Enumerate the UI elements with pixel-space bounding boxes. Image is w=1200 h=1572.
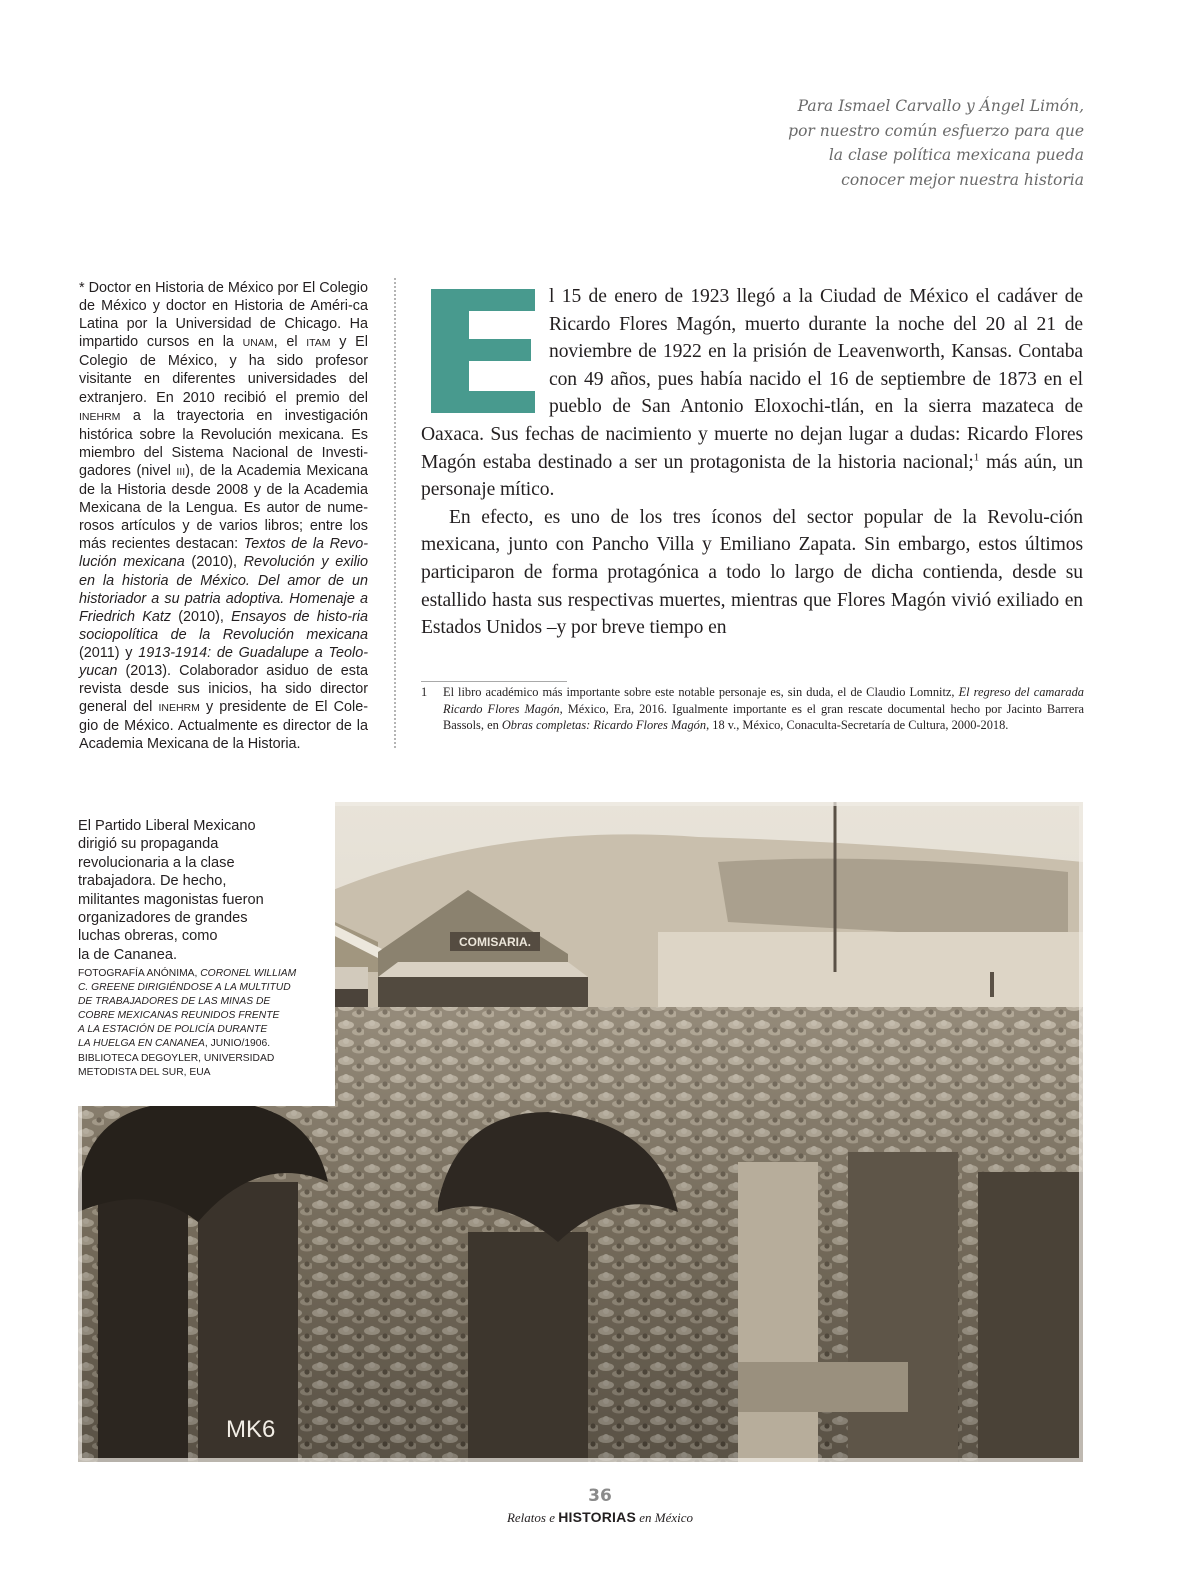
bio-text: , el [273, 334, 307, 351]
photo-vendor-table [738, 1362, 908, 1412]
footnote-segment: , 18 v., México, Conaculta-Secretaría de Cultura, 2000-2018. [706, 718, 1009, 733]
photo-figure [978, 1172, 1083, 1462]
magazine-title [0, 1509, 1200, 1526]
dedication-line: Para Ismael Carvallo y Ángel Limón, [797, 97, 1084, 115]
page-number: 36 [588, 1486, 612, 1506]
credit-line [78, 1037, 335, 1051]
credit-segment: , JUNIO/1906. [204, 1038, 271, 1050]
footnote-segment: , México, Era, 2016. Igualmente importante es el gran rescate documental hecho por Jacinto Barrera Bassols, en [443, 701, 1084, 733]
bio-acronym: ITAM [306, 337, 331, 350]
magazine-title-pre: Relatos e [506, 1510, 559, 1525]
footnote-book-title: Obras completas: Ricardo Flores Magón [501, 718, 707, 733]
bio-text: y El Colegio de México, y ha sido profesor visitante en diferentes universidades del extranjero. En 2010 recibió el premio del [79, 334, 368, 406]
drop-cap [431, 289, 535, 413]
credit-title: COBRE MEXICANAS REUNIDOS FRENTE [78, 1010, 280, 1022]
caption-line: trabajadora. De hecho, [78, 873, 227, 890]
photo-negative-mark: MK6 [226, 1416, 276, 1443]
bio-text: (2010), [171, 608, 232, 625]
footnote-text [443, 684, 1084, 734]
paragraph-text: l 15 de enero de 1923 llegó a la Ciudad de México el cadáver de Ricardo Flores Magón, muerto durante la noche del 20 al 21 de noviembre de 1922 en la prisión de Leavenworth, Kansas. Contaba con 49 años, pues había nacido el 16 de septiembre de 1873 en el pueblo de San Antonio Eloxochi-tlán, en la sierra mazateca de Oaxaca. Sus fechas de nacimiento y muerte no dejan lugar a dudas: Ricardo Flores Magón estaba destinado a ser un protagonista de la historia nacional; [421, 286, 1083, 473]
bio-acronym: INEHRM [79, 410, 121, 423]
magazine-title-bold: HISTORIAS [558, 1509, 636, 1525]
article-paragraph [421, 283, 1083, 504]
credit-title: LA HUELGA EN CANANEA [78, 1038, 205, 1050]
photo-figure [848, 1152, 958, 1462]
bio-text: (2013). Colaborador asiduo de esta revista desde sus inicios, ha sido director general del [79, 662, 368, 716]
book-title: Ensayos de histo-ria sociopolítica de la Revolución mexicana [79, 608, 368, 643]
paragraph-text: más aún, un personaje mítico. [421, 451, 1084, 501]
footnote-rule [421, 681, 567, 682]
dedication-line: por nuestro común esfuerzo para que [788, 121, 1084, 140]
credit-title: DE TRABAJADORES DE LAS MINAS DE [78, 996, 271, 1008]
credit-title: CORONEL WILLIAM [200, 968, 297, 979]
caption-line: El Partido Liberal Mexicano [78, 818, 256, 834]
author-bio [79, 279, 368, 753]
caption-line: militantes magonistas fueron [78, 891, 264, 908]
book-title: Revolución y exilio en la historia de México. Del amor de un historiador a su patria adoptiva. Homenaje a Friedrich Katz [79, 554, 369, 625]
column-divider [394, 278, 396, 748]
footnote-ref[interactable]: 1 [973, 451, 980, 464]
caption-line: la de Cananea. [78, 946, 177, 963]
caption-line: luchas obreras, como [78, 928, 218, 945]
dedication [744, 94, 1084, 192]
footnote-number: 1 [421, 685, 428, 699]
bio-text: (2010), [184, 554, 244, 571]
credit-title: C. GREENE DIRIGIÉNDOSE A LA MULTITUD [78, 982, 291, 994]
credit-title: A LA ESTACIÓN DE POLICÍA DURANTE [78, 1024, 268, 1036]
photo-credit [78, 967, 335, 1080]
photo-sign-text: COMISARIA. [459, 935, 531, 949]
footnote [421, 684, 1084, 734]
bio-text: ), de la Academia Mexicana de la Historia desde 2008 y de la Academia Mexicana de la Lengua. Es autor de nume-rosos artículos y de varios libros; entre los más recientes destacan: [79, 462, 369, 553]
dedication-line: conocer mejor nuestra historia [841, 170, 1084, 189]
bio-text: (2011) y [79, 644, 139, 661]
bio-acronym: INEHRM [158, 702, 200, 715]
bio-acronym: III [176, 465, 186, 478]
photo-figure [468, 1232, 588, 1462]
article-body [421, 283, 1083, 642]
photo-figure [738, 1162, 818, 1462]
photo-porch-comisaria [378, 962, 588, 977]
dedication-line: la clase política mexicana pueda [828, 146, 1084, 164]
article-paragraph: En efecto, es uno de los tres íconos del sector popular de la Revolu-ción mexicana, junto con Pancho Villa y Emiliano Zapata. Sin embargo, estos últimos participaron de forma protagónica a todo lo largo de dicha contienda, desde su estallido hasta sus respectivas muertes, mientras que Flores Magón vivió exiliado en Estados Unidos –y por breve tiempo en [421, 506, 1083, 639]
credit-line [78, 967, 335, 981]
magazine-title-post: en México [636, 1510, 694, 1525]
bio-text: a la trayectoria en investigación histórica sobre la Revolución mexicana. Es miembro del Sistema Nacional de Investi-gadores (nivel [79, 407, 368, 479]
caption-text [78, 817, 335, 964]
credit-segment: FOTOGRAFÍA ANÓNIMA, [78, 968, 201, 979]
footnote-segment: El libro académico más importante sobre este notable personaje es, sin duda, el de Claudio Lomnitz, [443, 685, 959, 699]
book-title: Textos de la Revo-lución mexicana [79, 536, 368, 571]
caption-line: revolucionaria a la clase [78, 854, 235, 871]
bio-text: y presidente de El Cole-gio de México. Actualmente es director de la Academia Mexicana de la Historia. [79, 699, 368, 753]
drop-cap-letter [431, 289, 535, 413]
bio-text: * Doctor en Historia de México por El Colegio de México y doctor en Historia de Améri-ca Latina por la Universidad de Chicago. Ha impartido cursos en la [79, 280, 368, 351]
caption-line: dirigió su propaganda [78, 836, 219, 853]
bio-acronym: UNAM [242, 337, 274, 350]
photo-caption [78, 802, 335, 1106]
credit-line: METODISTA DEL SUR, EUA [78, 1066, 211, 1078]
credit-line: BIBLIOTECA DEGOYLER, UNIVERSIDAD [78, 1052, 275, 1064]
book-title: 1913-1914: de Guadalupe a Teolo-yucan [79, 644, 368, 679]
caption-line: organizadores de grandes [78, 910, 248, 927]
footnote-book-title: El regreso del camarada Ricardo Flores Magón [443, 685, 1084, 716]
